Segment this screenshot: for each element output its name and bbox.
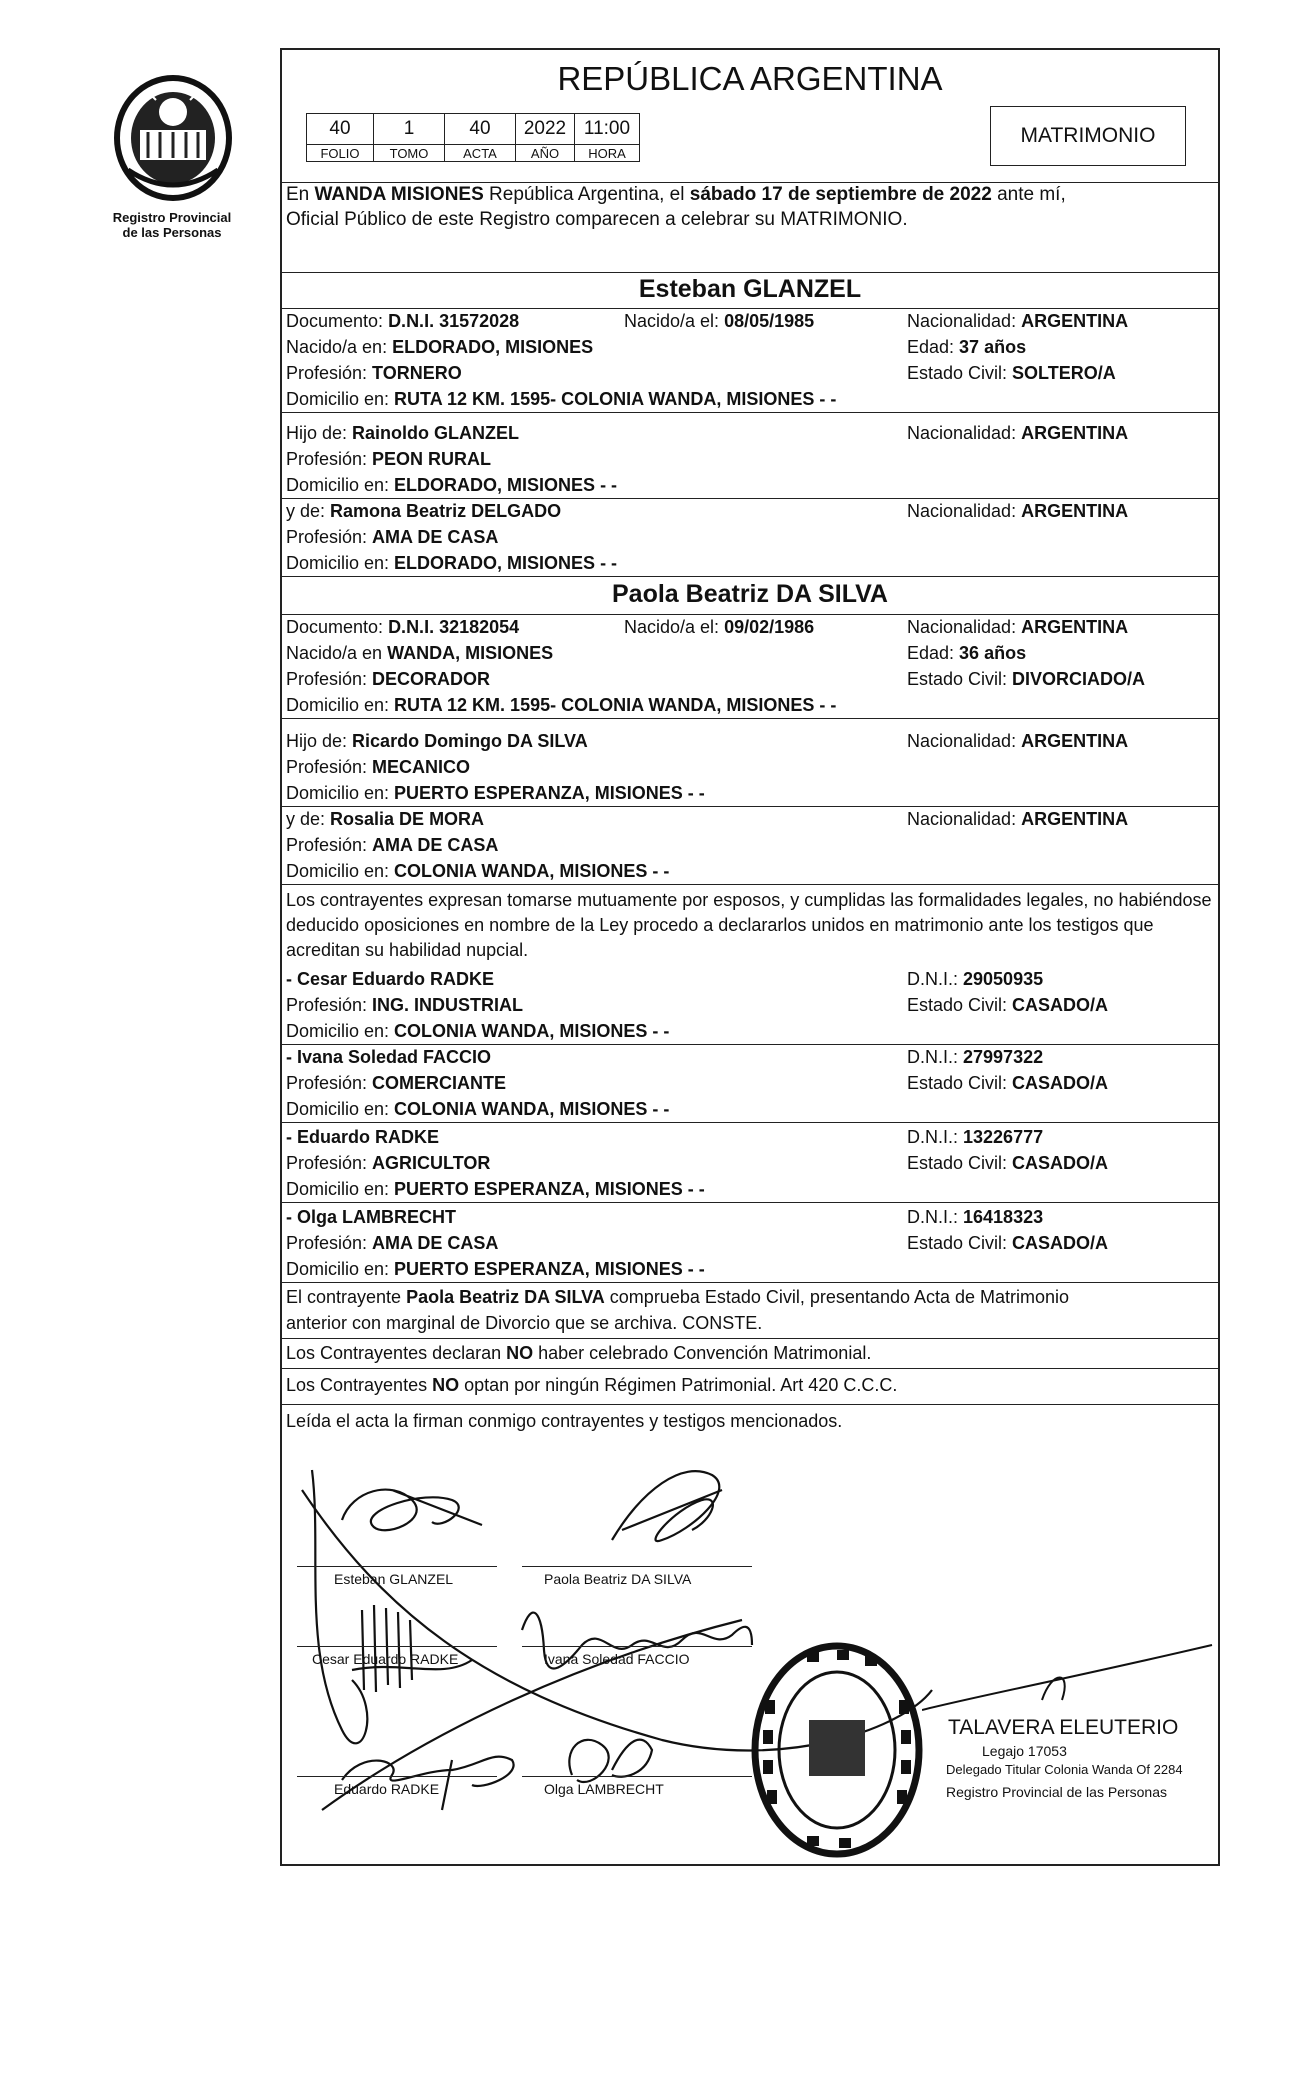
officer-role: Delegado Titular Colonia Wanda Of 2284 [946,1762,1183,1777]
bride-mother-nationality: Nacionalidad: ARGENTINA [907,809,1129,829]
groom-name: Esteban GLANZEL [638,275,862,303]
officer-legajo: Legajo 17053 [982,1743,1067,1759]
groom-father: Hijo de: Rainoldo GLANZEL [286,423,520,443]
groom-father-profession: Profesión: PEON RURAL [286,449,492,469]
tomo-value: 1 [374,114,445,145]
bride-profession: Profesión: DECORADOR [286,669,491,689]
witness-1-name: - Cesar Eduardo RADKE [286,969,495,989]
groom-document: Documento: D.N.I. 31572028 [286,311,520,331]
witness-1-profession: Profesión: ING. INDUSTRIAL [286,995,524,1015]
signature-intro: Leída el acta la firman conmigo contrayentes y testigos mencionados. [286,1411,843,1431]
w4-signature-line [522,1776,752,1777]
marriage-certificate [280,48,1220,1866]
groom-father-nationality: Nacionalidad: ARGENTINA [907,423,1129,443]
witness-2-civil: Estado Civil: CASADO/A [907,1073,1109,1093]
bride-mother-address: Domicilio en: COLONIA WANDA, MISIONES - - [286,861,670,881]
groom-signature-caption: Esteban GLANZEL [334,1571,454,1587]
witness-2-name: - Ivana Soledad FACCIO [286,1047,492,1067]
witness-1-address: Domicilio en: COLONIA WANDA, MISIONES - - [286,1021,670,1041]
w3-signature-line [297,1776,497,1777]
witness-3-civil: Estado Civil: CASADO/A [907,1153,1109,1173]
witness-2-address: Domicilio en: COLONIA WANDA, MISIONES - - [286,1099,670,1119]
groom-profession: Profesión: TORNERO [286,363,462,383]
logo-caption: Registro Provincial de las Personas [112,210,232,240]
groom-address: Domicilio en: RUTA 12 KM. 1595- COLONIA WANDA, MISIONES - - [286,389,837,409]
bride-mother: y de: Rosalia DE MORA [286,809,485,829]
anio-label: AÑO [516,145,575,162]
w4-signature-caption: Olga LAMBRECHT [544,1781,664,1797]
folio-value: 40 [307,114,374,145]
witness-4-dni: D.N.I.: 16418323 [907,1207,1044,1227]
official-stamp-icon [747,1640,927,1860]
acta-value: 40 [445,114,516,145]
groom-mother: y de: Ramona Beatriz DELGADO [286,501,562,521]
witness-2-profession: Profesión: COMERCIANTE [286,1073,507,1093]
witness-4-profession: Profesión: AMA DE CASA [286,1233,499,1253]
acta-label: ACTA [445,145,516,162]
convention-note: Los Contrayentes declaran NO haber celebrado Convención Matrimonial. [286,1343,872,1363]
witness-1-civil: Estado Civil: CASADO/A [907,995,1109,1015]
hora-label: HORA [575,145,640,162]
groom-mother-nationality: Nacionalidad: ARGENTINA [907,501,1129,521]
witness-3-address: Domicilio en: PUERTO ESPERANZA, MISIONES - - [286,1179,705,1199]
bride-birthdate: Nacido/a el: 09/02/1986 [624,617,815,637]
officer-name: TALAVERA ELEUTERIO [948,1716,1179,1739]
groom-civil-status: Estado Civil: SOLTERO/A [907,363,1116,383]
bride-birthplace: Nacido/a en WANDA, MISIONES [286,643,554,663]
province-logo [108,70,238,202]
folio-table [306,113,640,162]
witness-2-dni: D.N.I.: 27997322 [907,1047,1044,1067]
groom-age: Edad: 37 años [907,337,1027,357]
groom-mother-address: Domicilio en: ELDORADO, MISIONES - - [286,553,618,573]
anio-value: 2022 [516,114,575,145]
divorce-note-line-2: anterior con marginal de Divorcio que se archiva. CONSTE. [286,1313,763,1333]
country-title: REPÚBLICA ARGENTINA [557,60,943,97]
groom-birthplace: Nacido/a en: ELDORADO, MISIONES [286,337,594,357]
intro-line-1: En WANDA MISIONES República Argentina, el sábado 17 de septiembre de 2022 ante mí, [286,184,1066,205]
bride-age: Edad: 36 años [907,643,1027,663]
bride-father-profession: Profesión: MECANICO [286,757,471,777]
bride-civil-status: Estado Civil: DIVORCIADO/A [907,669,1146,689]
w3-signature-caption: Eduardo RADKE [334,1781,440,1797]
witness-3-profession: Profesión: AGRICULTOR [286,1153,491,1173]
bride-signature-caption: Paola Beatriz DA SILVA [544,1571,692,1587]
witness-4-civil: Estado Civil: CASADO/A [907,1233,1109,1253]
bride-nationality: Nacionalidad: ARGENTINA [907,617,1129,637]
divorce-note-line-1: El contrayente Paola Beatriz DA SILVA comprueba Estado Civil, presentando Acta de Matrimonio [286,1287,1070,1307]
officer-signature [922,1640,1222,1720]
folio-label: FOLIO [307,145,374,162]
bride-address: Domicilio en: RUTA 12 KM. 1595- COLONIA WANDA, MISIONES - - [286,695,837,715]
bride-father: Hijo de: Ricardo Domingo DA SILVA [286,731,588,751]
w1-signature-line [297,1646,497,1647]
bride-father-nationality: Nacionalidad: ARGENTINA [907,731,1129,751]
witness-3-name: - Eduardo RADKE [286,1127,439,1147]
bride-signature-line [522,1566,752,1567]
w1-signature-caption: Cesar Eduardo RADKE [312,1651,459,1667]
w2-signature-caption: Ivana Soledad FACCIO [544,1651,690,1667]
witness-3-dni: D.N.I.: 13226777 [907,1127,1044,1147]
groom-mother-profession: Profesión: AMA DE CASA [286,527,499,547]
witness-4-name: - Olga LAMBRECHT [286,1207,456,1227]
groom-signature-line [297,1566,497,1567]
intro-line-2: Oficial Público de este Registro comparecen a celebrar su MATRIMONIO. [286,209,908,230]
officer-office: Registro Provincial de las Personas [946,1784,1167,1800]
declaration-text: Los contrayentes expresan tomarse mutuamente por esposos, y cumplidas las formalidades legales, no habiéndose deducido oposiciones en nombre de la Ley procedo a declararlos unidos en matrimonio ante los testigos que acreditan su habilidad nupcial. [286,890,1212,960]
regime-note: Los Contrayentes NO optan por ningún Régimen Patrimonial. Art 420 C.C.C. [286,1375,898,1395]
bride-document: Documento: D.N.I. 32182054 [286,617,520,637]
witness-1-dni: D.N.I.: 29050935 [907,969,1044,989]
doc-type: MATRIMONIO [1020,124,1156,147]
groom-birthdate: Nacido/a el: 08/05/1985 [624,311,815,331]
groom-father-address: Domicilio en: ELDORADO, MISIONES - - [286,475,618,495]
bride-father-address: Domicilio en: PUERTO ESPERANZA, MISIONES - - [286,783,705,803]
tomo-label: TOMO [374,145,445,162]
hora-value: 11:00 [575,114,640,145]
w2-signature-line [522,1646,752,1647]
witness-4-address: Domicilio en: PUERTO ESPERANZA, MISIONES - - [286,1259,705,1279]
bride-name: Paola Beatriz DA SILVA [612,580,888,608]
groom-nationality: Nacionalidad: ARGENTINA [907,311,1129,331]
bride-mother-profession: Profesión: AMA DE CASA [286,835,499,855]
